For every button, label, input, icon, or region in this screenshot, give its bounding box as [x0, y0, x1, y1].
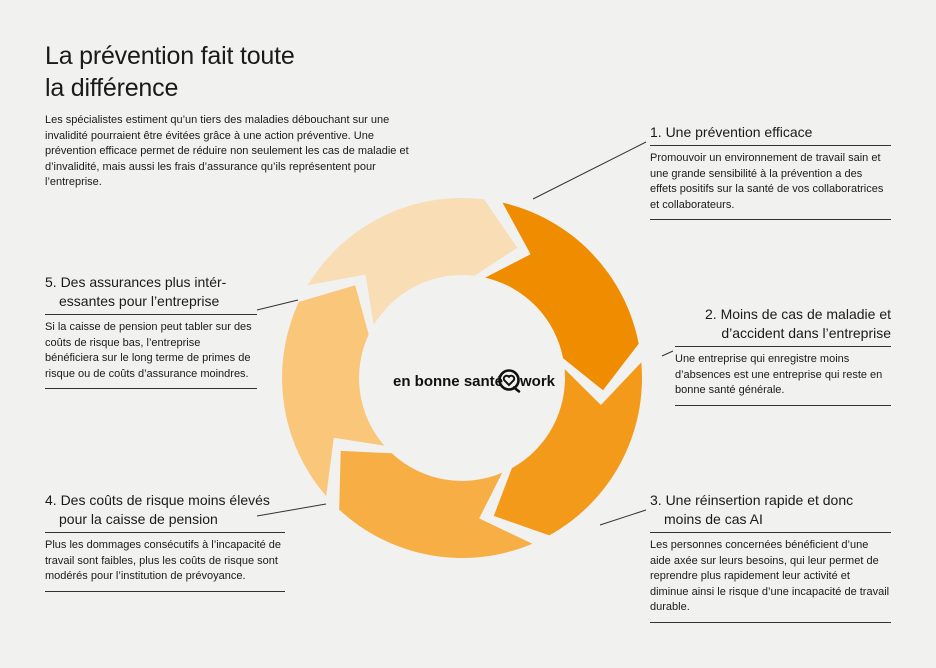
step-2-body: Une entreprise qui enregistre moins d’absences est une entreprise qui reste en bonne santé générale.	[675, 347, 891, 406]
step-2-title-line-2: d’accident dans l’entreprise	[721, 325, 891, 341]
step-4-title	[45, 491, 285, 533]
step-3-title	[650, 491, 891, 533]
step-4-title-line-1: 4. Des coûts de risque moins élevés	[45, 492, 270, 508]
leader-line-3	[600, 510, 646, 525]
step-2-title	[675, 305, 891, 347]
step-3-block	[650, 491, 891, 623]
logo-text-after: work	[520, 373, 556, 390]
step-3-body: Les personnes concernées bénéficient d’une aide axée sur leurs besoins, qui leur permet de reprendre plus rapidement leur activité et diminue ainsi le risque d’une incapacité de travail durable.	[650, 533, 891, 623]
title-line-2: la différence	[45, 74, 179, 102]
leader-line-2	[662, 351, 673, 356]
step-4-title-line-2: pour la caisse de pension	[59, 511, 218, 527]
step-3-title-line-2: moins de cas AI	[664, 511, 763, 527]
title-line-1: La prévention fait toute	[45, 42, 295, 70]
step-3-title-line-1: 3. Une réinsertion rapide et donc	[650, 492, 854, 508]
logo-text-before: en bonne santé	[392, 373, 504, 390]
step-5-title-line-1: 5. Des assurances plus intér-	[45, 274, 227, 290]
cycle-segment-1	[485, 203, 639, 391]
intro-paragraph: Les spécialistes estiment qu’un tiers des maladies débouchant sur une invalidité pourraient être évitées grâce à une action préventive. Une prévention efficace permet de réduire non seulement les cas de maladie et d’invalidité, mais aussi les frais d’assurance qu’ils représentent pour l’entreprise.	[45, 114, 409, 188]
step-5-block	[45, 273, 257, 389]
step-4-block	[45, 491, 285, 592]
step-2-title-line-1: 2. Moins de cas de maladie et	[705, 306, 891, 322]
step-2-block	[675, 305, 891, 406]
step-1-block	[650, 123, 891, 220]
step-5-title-line-2: essantes pour l’entreprise	[59, 293, 220, 309]
leader-line-1	[533, 142, 646, 199]
step-4-body: Plus les dommages consécutifs à l’incapacité de travail sont faibles, plus les coûts de risque sont modérés pour l’institution de prévoyance.	[45, 533, 285, 592]
step-1-title: 1. Une prévention efficace	[650, 123, 891, 146]
step-5-title	[45, 273, 257, 315]
leader-line-5	[257, 300, 298, 310]
center-logo	[393, 371, 556, 392]
step-5-body: Si la caisse de pension peut tabler sur des coûts de risque bas, l’entreprise bénéficiera sur le long terme de primes de risque ou de coûts d’assurance moindres.	[45, 315, 257, 389]
step-1-body: Promouvoir un environnement de travail sain et une grande sensibilité à la prévention a des effets positifs sur la santé de vos collaboratrices et collaborateurs.	[650, 146, 891, 220]
